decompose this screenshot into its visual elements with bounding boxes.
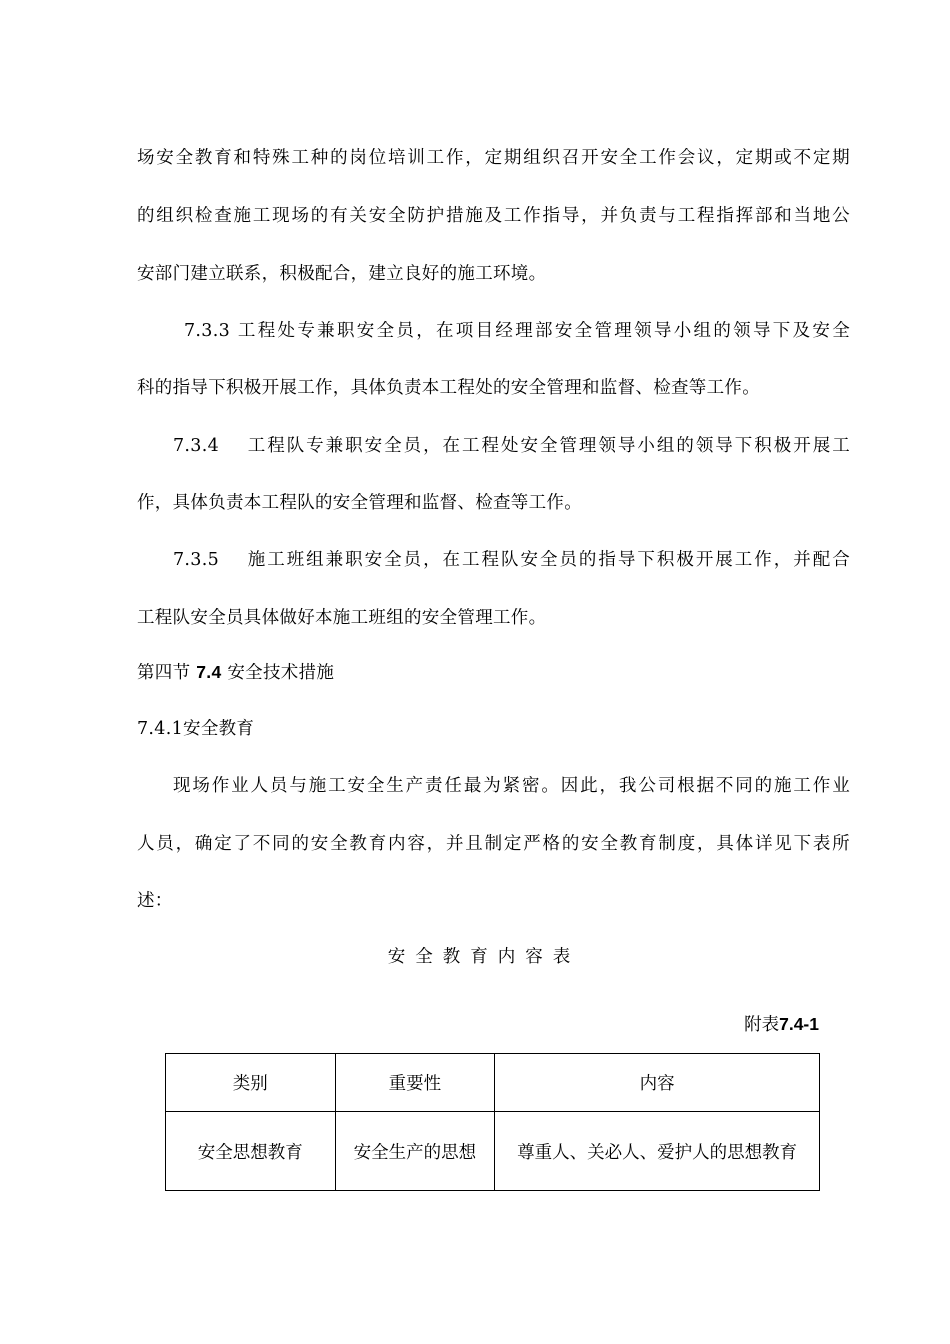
table-number-prefix: 附表 <box>744 1015 780 1035</box>
paragraph-line: 人员，确定了不同的安全教育内容，并且制定严格的安全教育制度，具体详见下表所 <box>137 834 850 854</box>
table-header-cell: 重要性 <box>335 1054 495 1112</box>
section-heading-title: 安全技术措施 <box>221 663 335 683</box>
section-7-3-3-line: 科的指导下积极开展工作，具体负责本工程处的安全管理和监督、检查等工作。 <box>137 378 760 398</box>
section-7-3-4-line: 作，具体负责本工程队的安全管理和监督、检查等工作。 <box>137 493 582 513</box>
paragraph-line: 现场作业人员与施工安全生产责任最为紧密。因此，我公司根据不同的施工作业 <box>173 776 850 796</box>
section-7-3-4-line: 7.3.4 工程队专兼职安全员，在工程处安全管理领导小组的领导下积极开展工 <box>173 436 850 456</box>
section-7-3-5-line: 工程队安全员具体做好本施工班组的安全管理工作。 <box>137 608 547 628</box>
table-header-cell: 类别 <box>166 1054 336 1112</box>
section-7-3-5-line: 7.3.5 施工班组兼职安全员，在工程队安全员的指导下积极开展工作，并配合 <box>173 550 850 570</box>
table-number-value: 7.4-1 <box>779 1014 819 1034</box>
table-cell: 安全生产的思想 <box>335 1112 495 1191</box>
table-header-cell: 内容 <box>495 1054 820 1112</box>
table-number <box>744 1012 819 1037</box>
paragraph-line: 的组织检查施工现场的有关安全防护措施及工作指导，并负责与工程指挥部和当地公 <box>137 206 850 226</box>
section-heading-number: 7.4 <box>196 662 222 682</box>
section-heading-prefix: 第四节 <box>137 663 197 683</box>
table-cell: 安全思想教育 <box>166 1112 336 1191</box>
table-cell: 尊重人、关必人、爱护人的思想教育 <box>495 1112 820 1191</box>
table-header-row <box>166 1054 820 1112</box>
paragraph-line: 述： <box>137 891 173 911</box>
section-7-3-3-line: 7.3.3 工程处专兼职安全员，在项目经理部安全管理领导小组的领导下及安全 <box>184 321 850 341</box>
paragraph-line: 安部门建立联系，积极配合，建立良好的施工环境。 <box>137 264 547 284</box>
section-heading <box>137 660 334 685</box>
education-content-table <box>165 1053 820 1191</box>
table-title: 安全教育内容表 <box>387 947 581 967</box>
paragraph-line: 场安全教育和特殊工种的岗位培训工作，定期组织召开安全工作会议，定期或不定期 <box>137 148 850 168</box>
subsection-heading: 7.4.1安全教育 <box>137 719 255 739</box>
table-row <box>166 1112 820 1191</box>
